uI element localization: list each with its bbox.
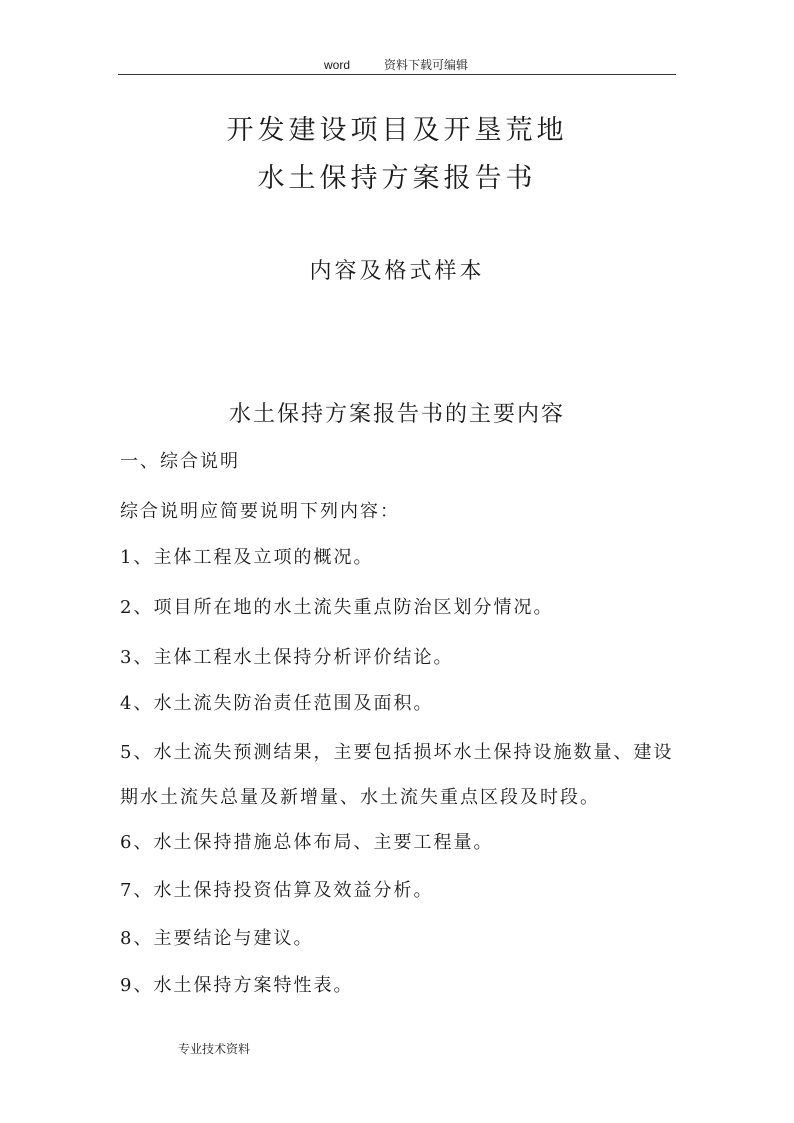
intro-paragraph: 综合说明应简要说明下列内容：	[120, 501, 400, 522]
document-title-line-2: 水土保持方案报告书	[257, 163, 537, 194]
header-word-label: word	[324, 58, 351, 72]
list-item: 2、项目所在地的水土流失重点防治区划分情况。	[120, 597, 554, 618]
document-title-line-1: 开发建设项目及开垦荒地	[226, 115, 568, 146]
list-item: 7、水土保持投资估算及效益分析。	[120, 880, 434, 901]
list-item: 6、水土保持措施总体布局、主要工程量。	[120, 832, 494, 853]
section-title: 水土保持方案报告书的主要内容	[228, 402, 565, 427]
header-editable-note: 资料下载可编辑	[384, 58, 469, 72]
list-item: 3、主体工程水土保持分析评价结论。	[120, 647, 454, 668]
list-item-continuation: 期水土流失总量及新增量、水土流失重点区段及时段。	[120, 787, 600, 808]
list-item: 9、水土保持方案特性表。	[120, 975, 354, 996]
document-subtitle: 内容及格式样本	[309, 259, 485, 284]
list-item: 5、水土流失预测结果，主要包括损坏水土保持设施数量、建设	[120, 742, 674, 763]
section-heading: 一、综合说明	[120, 451, 240, 472]
page-footer: 专业技术资料	[178, 1042, 251, 1056]
page-header	[118, 56, 676, 75]
list-item: 4、水土流失防治责任范围及面积。	[120, 693, 434, 714]
list-item: 8、主要结论与建议。	[120, 928, 314, 949]
list-item: 1、主体工程及立项的概况。	[120, 547, 374, 568]
